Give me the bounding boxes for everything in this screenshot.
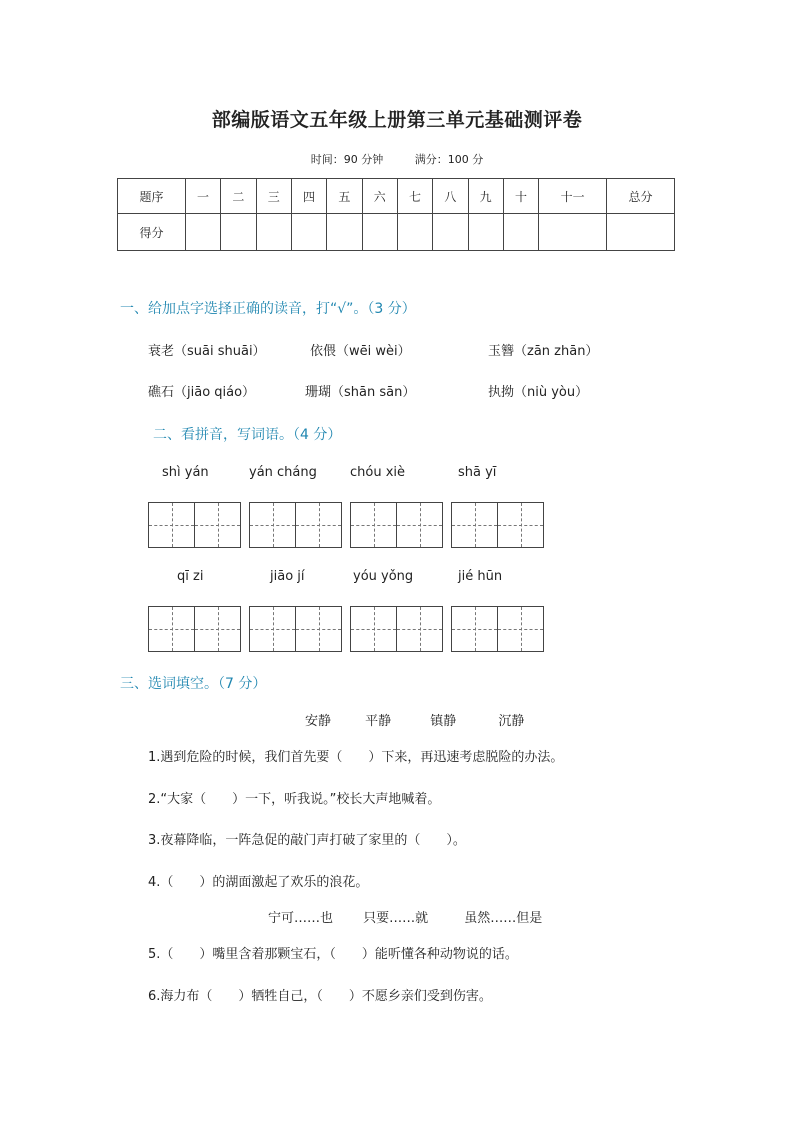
writing-cell[interactable] [396,607,442,651]
score-table [117,178,675,251]
pinyin-label: yóu yǒng [353,569,414,584]
fill-question: 1.遇到危险的时候，我们首先要（ ）下来，再迅速考虑脱险的办法。 [148,750,564,765]
score-header-cell: 七 [397,179,432,214]
word-option: 沉静 [498,714,525,729]
fill-question: 3.夜幕降临，一阵急促的敲门声打破了家里的（ ）。 [148,833,466,848]
section-1-title: 一、给加点字选择正确的读音，打“√”。（3 分） [120,301,416,317]
pronunciation-item[interactable]: 衰老（suāi shuāi） [148,344,266,359]
section-3-title: 三、选词填空。（7 分） [120,676,267,692]
word-writing-box[interactable] [249,606,342,652]
score-cell[interactable] [327,214,362,251]
score-header-cell: 五 [327,179,362,214]
writing-cell[interactable] [351,503,396,547]
exam-full-score: 满分：100 分 [414,153,484,166]
writing-cell[interactable] [250,607,295,651]
writing-cell[interactable] [194,503,240,547]
pinyin-label: shā yī [458,465,497,480]
writing-cell[interactable] [452,607,497,651]
word-options-2 [268,907,542,926]
word-options-1 [305,710,524,729]
pronunciation-item[interactable]: 依偎（wēi wèi） [310,344,411,359]
score-cell[interactable] [256,214,291,251]
word-writing-box[interactable] [249,502,342,548]
word-writing-box[interactable] [148,606,241,652]
score-header-cell: 二 [221,179,256,214]
score-header-cell: 三 [256,179,291,214]
score-header-cell: 十一 [539,179,607,214]
word-writing-box[interactable] [451,606,544,652]
word-writing-box[interactable] [451,502,544,548]
score-cell[interactable] [607,214,675,251]
writing-cell[interactable] [497,503,543,547]
exam-meta [0,151,794,167]
score-header-cell: 一 [185,179,220,214]
page-title: 部编版语文五年级上册第三单元基础测评卷 [211,109,583,131]
writing-cell[interactable] [452,503,497,547]
word-option: 宁可……也 [268,911,334,926]
score-table-header-row [118,179,675,214]
score-cell[interactable] [362,214,397,251]
fill-question: 2.“大家（ ）一下，听我说。”校长大声地喊着。 [148,792,441,807]
writing-cell[interactable] [295,503,341,547]
fill-question: 4.（ ）的湖面激起了欢乐的浪花。 [148,875,369,890]
score-cell[interactable] [291,214,326,251]
score-header-cell: 六 [362,179,397,214]
score-cell[interactable] [433,214,468,251]
fill-question: 6.海力布（ ）牺牲自己，（ ）不愿乡亲们受到伤害。 [148,989,492,1004]
pronunciation-item[interactable]: 执拗（niù yòu） [488,385,589,400]
section-2-title: 二、看拼音，写词语。（4 分） [153,427,342,443]
score-table-score-row [118,214,675,251]
pinyin-label: chóu xiè [350,465,406,480]
writing-cell[interactable] [149,607,194,651]
writing-grid-row-2 [148,606,544,652]
pinyin-label: qī zi [177,569,204,584]
word-option: 镇静 [430,714,457,729]
word-writing-box[interactable] [350,606,443,652]
writing-cell[interactable] [351,607,396,651]
pronunciation-item[interactable]: 玉簪（zān zhān） [488,344,599,359]
writing-cell[interactable] [396,503,442,547]
score-header-cell: 九 [468,179,503,214]
fill-question: 5.（ ）嘴里含着那颗宝石，（ ）能听懂各种动物说的话。 [148,947,518,962]
score-cell[interactable] [397,214,432,251]
pinyin-label: jié hūn [458,569,503,584]
pronunciation-item[interactable]: 珊瑚（shān sān） [305,385,416,400]
score-cell[interactable] [503,214,538,251]
pinyin-label: yán cháng [249,465,317,480]
score-header-cell: 八 [433,179,468,214]
word-writing-box[interactable] [148,502,241,548]
writing-cell[interactable] [497,607,543,651]
pinyin-label: shì yán [162,465,209,480]
score-cell[interactable] [539,214,607,251]
writing-grid-row-1 [148,502,544,548]
writing-cell[interactable] [250,503,295,547]
word-writing-box[interactable] [350,502,443,548]
pinyin-label: jiāo jí [270,569,305,584]
score-header-cell: 四 [291,179,326,214]
pronunciation-item[interactable]: 礁石（jiāo qiáo） [148,385,256,400]
score-cell[interactable] [221,214,256,251]
exam-time: 时间：90 分钟 [310,153,384,166]
score-cell[interactable] [185,214,220,251]
writing-cell[interactable] [295,607,341,651]
word-option: 虽然……但是 [464,911,543,926]
score-header-cell: 总分 [607,179,675,214]
word-option: 只要……就 [363,911,429,926]
word-option: 安静 [305,714,332,729]
writing-cell[interactable] [194,607,240,651]
score-row-label: 得分 [118,214,186,251]
score-cell[interactable] [468,214,503,251]
score-header-cell: 题序 [118,179,186,214]
writing-cell[interactable] [149,503,194,547]
score-header-cell: 十 [503,179,538,214]
word-option: 平静 [365,714,392,729]
